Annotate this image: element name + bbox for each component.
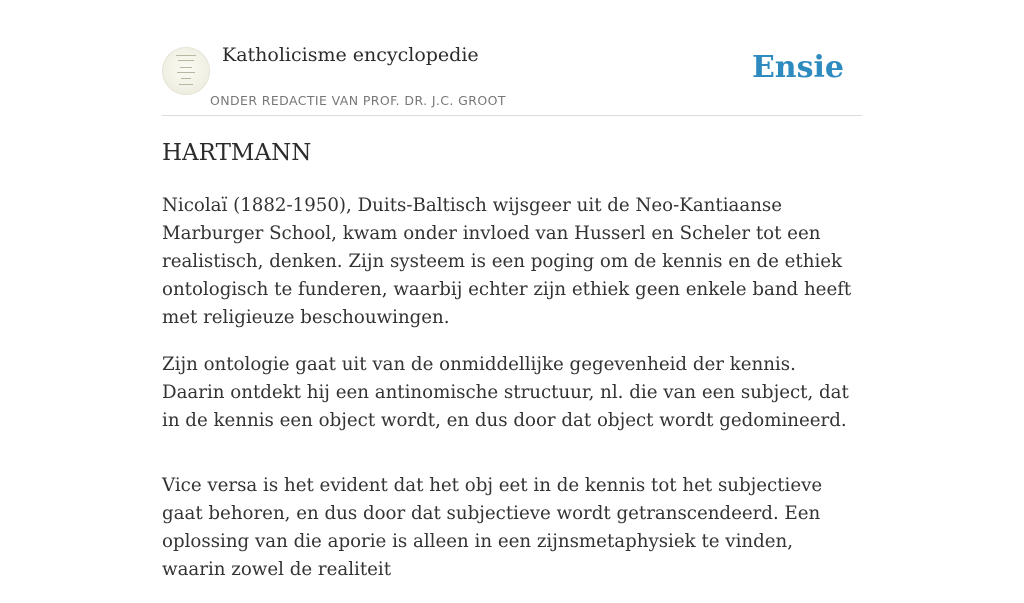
article-paragraph: Nicolaï (1882-1950), Duits-Baltisch wijsgeer uit de Neo-Kantiaanse Marburger School, kwam onder invloed van Husserl en Scheler tot een realistisch, denken. Zijn systeem is een poging om de kennis en de ethiek ontologisch te funderen, waarbij echter zijn ethiek geen enkele band heeft met religieuze beschouwingen. [162, 195, 852, 328]
ensie-logo[interactable]: Ensie [751, 50, 844, 85]
article-paragraph: Zijn ontologie gaat uit van de onmiddellijke gegevenheid der kennis. Daarin ontdekt hij een antinomische structuur, nl. die van een subject, dat in de kennis een object wordt, en dus door dat object wordt gedomineerd. [162, 354, 849, 431]
encyclopedia-cover-thumbnail[interactable] [162, 47, 210, 95]
page [162, 0, 862, 580]
site-title[interactable]: Katholicisme encyclopedie [222, 44, 479, 66]
editor-subtitle: ONDER REDACTIE VAN PROF. DR. J.C. GROOT [210, 93, 506, 108]
article-title: HARTMANN [162, 140, 312, 166]
article-body [162, 192, 862, 603]
site-header [162, 0, 862, 116]
article-paragraph: Vice versa is het evident dat het obj eet in de kennis tot het subjectieve gaat behoren, en dus door dat subjectieve wordt getranscendeerd. Een oplossing van die aporie is alleen in een zijnsmetaphysiek te vinden, waarin zowel de realiteit [162, 475, 823, 580]
